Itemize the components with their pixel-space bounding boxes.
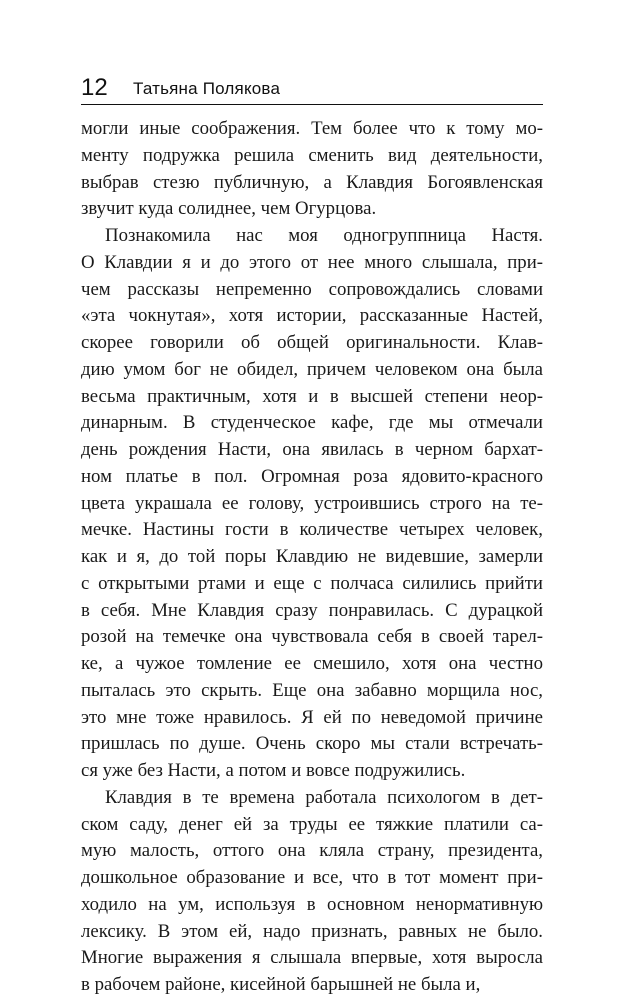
text-line: ном платье в пол. Огромная роза ядовито-красного	[81, 465, 543, 487]
text-line: «эта чокнутая», хотя истории, рассказанные Настей,	[81, 305, 543, 327]
paragraph	[81, 223, 543, 785]
text-line: день рождения Насти, она явилась в черном бархат-	[81, 439, 543, 460]
text-line: менту подружка решила сменить вид деятельности,	[81, 144, 543, 166]
text-line: выбрав стезю публичную, а Клавдия Богоявленская	[81, 171, 543, 193]
text-line: чем рассказы непременно сопровождались словами	[81, 278, 543, 300]
text-line: скорее говорили об общей оригинальности. Клав-	[81, 332, 543, 353]
text-line: Познакомила нас моя одногруппница Настя.	[105, 225, 543, 246]
header-rule	[81, 104, 543, 105]
text-line: весьма практичным, хотя и в высшей степени неор-	[81, 385, 543, 407]
text-line: ке, а чужое томление ее смешило, хотя она честно	[81, 653, 543, 674]
text-line: цвета украшала ее голову, устроившись строго на те-	[81, 492, 543, 514]
text-line: дию умом бог не обидел, причем человеком она была	[81, 358, 543, 380]
text-line: динарным. В студенческое кафе, где мы отмечали	[81, 412, 543, 434]
paragraph	[81, 116, 543, 223]
text-line: ском саду, денег ей за труды ее тяжкие платили са-	[81, 813, 543, 835]
page-header	[81, 74, 543, 104]
text-line: в рабочем районе, кисейной барышней не была и,	[81, 974, 481, 995]
paragraph	[81, 785, 543, 999]
text-line: пришлась по душе. Очень скоро мы стали встречать-	[81, 733, 543, 755]
text-line: розой на темечке она чувствовала себя в своей тарел-	[81, 626, 543, 648]
text-line: мую малость, оттого она кляла страну, президента,	[81, 840, 543, 862]
text-line: Клавдия в те времена работала психологом в дет-	[105, 786, 543, 808]
running-head-author: Татьяна Полякова	[133, 79, 281, 98]
text-line: О Клавдии я и до этого от нее много слышала, при-	[81, 251, 543, 273]
text-line: Многие выражения я слышала впервые, хотя выросла	[81, 947, 543, 969]
text-line: в себя. Мне Клавдия сразу понравилась. С дурацкой	[81, 599, 543, 621]
text-line: дошкольное образование и все, что в тот момент при-	[81, 867, 543, 888]
text-line: как и я, до той поры Клавдию не видевшие, замерли	[81, 546, 543, 567]
text-line: звучит куда солиднее, чем Огурцова.	[81, 198, 377, 220]
page-number: 12	[81, 74, 108, 101]
text-line: это мне тоже нравилось. Я ей по неведомой причине	[81, 706, 543, 728]
text-line: пыталась это скрыть. Еще она забавно морщила нос,	[81, 679, 543, 701]
text-line: мечке. Настины гости в количестве четырех человек,	[81, 519, 543, 541]
text-line: с открытыми ртами и еще с полчаса силились прийти	[81, 572, 543, 594]
body-text	[81, 116, 543, 999]
text-line: ся уже без Насти, а потом и вовсе подружились.	[81, 760, 466, 781]
text-line: ходило на ум, используя в основном ненормативную	[81, 893, 543, 915]
text-line: могли иные соображения. Тем более что к тому мо-	[81, 118, 543, 139]
text-line: лексику. В этом ей, надо признать, равных не было.	[81, 920, 543, 942]
